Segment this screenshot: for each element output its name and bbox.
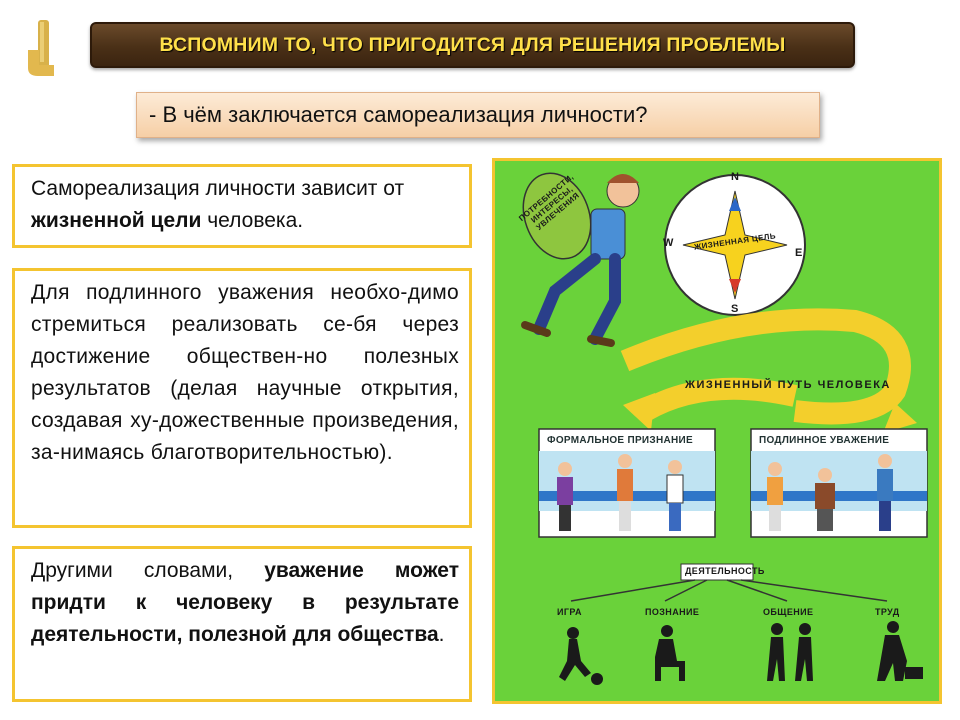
activity-game: ИГРА (557, 607, 582, 617)
backpack-label: ПОТРЕБНОСТИ, ИНТЕРЕСЫ, УВЛЕЧЕНИЯ (517, 172, 582, 232)
panel-formal-label: ФОРМАЛЬНОЕ ПРИЗНАНИЕ (547, 435, 694, 446)
box1-text-start: Самореализация личности зависит от (31, 177, 405, 200)
panel-respect-label: ПОДЛИННОЕ УВАЖЕНИЕ (759, 435, 890, 446)
text-box-goal (12, 164, 472, 248)
activity-label: ДЕЯТЕЛЬНОСТЬ (685, 566, 765, 576)
life-path-illustration (492, 158, 942, 704)
text-box-respect (12, 268, 472, 528)
activity-communication: ОБЩЕНИЕ (763, 607, 814, 617)
compass-e: E (795, 247, 803, 259)
logo-icon (24, 18, 64, 78)
header-title: ВСПОМНИМ ТО, ЧТО ПРИГОДИТСЯ ДЛЯ РЕШЕНИЯ ПРОБЛЕМЫ (90, 22, 855, 68)
compass-n: N (731, 171, 740, 183)
box3-bold: уважение может придти к человеку в результате деятельности, полезной для общества (31, 559, 459, 646)
activity-cognition: ПОЗНАНИЕ (645, 607, 700, 617)
box3-text-end: . (438, 623, 445, 646)
box3-text-start: Другими словами, (31, 559, 265, 582)
compass-center-label: ЖИЗНЕННАЯ ЦЕЛЬ (693, 231, 777, 252)
compass-s: S (731, 303, 739, 315)
box1-text-end: человека. (201, 209, 304, 232)
life-path-label: ЖИЗНЕННЫЙ ПУТЬ ЧЕЛОВЕКА (685, 379, 891, 391)
question-banner: - В чём заключается самореализация личности? (136, 92, 820, 138)
text-box-conclusion (12, 546, 472, 702)
box2-text: Для подлинного уважения необхо-димо стремиться реализовать се-бя через достижение обществен-но полезных результатов (делая научные открытия, создавая ху-дожественные произведения, за-нимаясь благотворительностью). (31, 281, 459, 464)
box1-bold: жизненной цели (31, 209, 202, 232)
activity-labor: ТРУД (875, 607, 900, 617)
compass-w: W (663, 237, 674, 249)
